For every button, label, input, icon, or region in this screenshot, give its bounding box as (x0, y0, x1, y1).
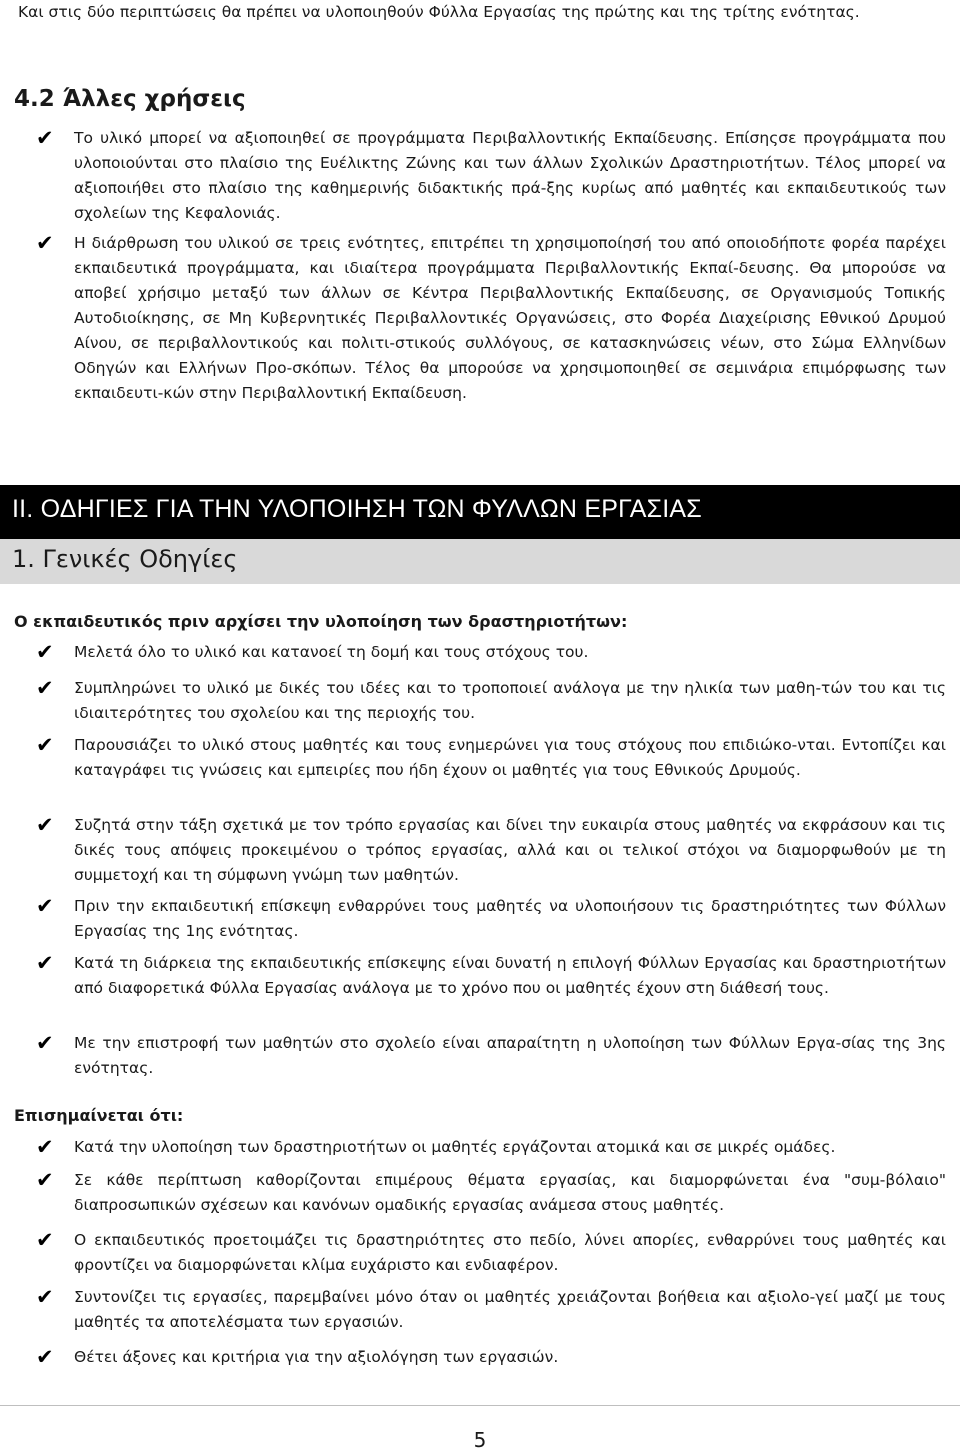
list-item-text: Συμπληρώνει το υλικό με δικές του ιδέες και το τροποποιεί ανάλογα με την ηλικία των μαθη-τών του και τις ιδιαιτερότητες του σχολείου και της περιοχής του. (74, 679, 946, 722)
list-item (18, 231, 946, 406)
list-item-text: Σε κάθε περίπτωση καθορίζονται επιμέρους θέματα εργασίας, και διαμορφώνεται ένα "συμ-βόλαιο" διαπροσωπικών σχέσεων και κανόνων ομαδικής εργασίας ανάμεσα στους μαθητές. (74, 1171, 946, 1214)
checkmark-icon: ✔ (36, 1135, 54, 1159)
list-item-text: Η διάρθρωση του υλικού σε τρεις ενότητες, επιτρέπει τη χρησιμοποίησή του από οποιοδήποτε φορέα παρέχει εκπαιδευτικά προγράμματα, και ιδιαίτερα προγράμματα Περιβαλλοντικής Εκπαί-δευσης. Θα μπορούσε να αποβεί χρήσιμο μεταξύ των άλλων σε Κέντρα Περιβαλλοντικής Εκπαίδευσης, σε Οργανισμούς Τοπικής Αυτοδιοίκησης, σε Μη Κυβερνητικές Περιβαλλοντικές Οργανώσεις, στο Φορέα Διαχείρισης Εθνικού Δρυμού Αίνου, σε περιβαλλοντικούς και πολιτι-στικούς συλλόγους, σε κατασκηνώσεις νέων, στο Σώμα Ελληνίδων Οδηγών και Ελλήνων Προ-σκόπων. Τέλος θα μπορούσε να χρησιμοποιηθεί σε σεμινάρια επιμόρφωσης των εκπαιδευτι-κών στην Περιβαλλοντική Εκπαίδευση. (74, 234, 946, 402)
checkmark-icon: ✔ (36, 1228, 54, 1252)
noted-bullet-2 (18, 1168, 946, 1218)
list-item (18, 126, 946, 226)
list-item-text: Κατά την υλοποίηση των δραστηριοτήτων οι μαθητές εργάζονται ατομικά και σε μικρές ομάδες. (74, 1138, 836, 1156)
checkmark-icon: ✔ (36, 951, 54, 975)
list-item (18, 894, 946, 944)
list-item (18, 1228, 946, 1278)
checkmark-icon: ✔ (36, 126, 54, 150)
list-item (18, 733, 946, 783)
page-number: 5 (473, 1428, 487, 1452)
list-item-text: Θέτει άξονες και κριτήρια για την αξιολόγηση των εργασιών. (74, 1348, 559, 1366)
section-4-2-title: 4.2 Άλλες χρήσεις (14, 86, 246, 112)
list-item (18, 1135, 946, 1160)
noted-bullet-5 (18, 1345, 946, 1370)
teacher-bullet-6 (18, 951, 946, 1001)
checkmark-icon: ✔ (36, 231, 54, 255)
checkmark-icon: ✔ (36, 733, 54, 757)
teacher-bullet-5 (18, 894, 946, 944)
list-item-text: Ο εκπαιδευτικός προετοιμάζει τις δραστηριότητες στο πεδίο, λύνει απορίες, ενθαρρύνει τους μαθητές και φροντίζει να διαμορφώνεται κλίμα ευχάριστο και ενδιαφέρον. (74, 1231, 946, 1274)
list-item-text: Κατά τη διάρκεια της εκπαιδευτικής επίσκεψης είναι δυνατή η επιλογή Φύλλων Εργασίας και δραστηριοτήτων από διαφορετικά Φύλλα Εργασίας ανάλογα με το χρόνο που οι μαθητές έχουν στη διάθεσή τους. (74, 954, 946, 997)
intro-paragraph-block (18, 0, 946, 25)
checkmark-icon: ✔ (36, 1285, 54, 1309)
part-2-banner-title: II. ΟΔΗΓΙΕΣ ΓΙΑ ΤΗΝ ΥΛΟΠΟΙΗΣΗ ΤΩΝ ΦΥΛΛΩΝ ΕΡΓΑΣΙΑΣ (12, 495, 702, 523)
list-item-text: Το υλικό μπορεί να αξιοποιηθεί σε προγράμματα Περιβαλλοντικής Εκπαίδευσης. Επίσηςσε προγράμματα που υλοποιούνται στο πλαίσιο της Ευέλικτης Ζώνης και των άλλων Σχολικών Δραστηριοτήτων. Τέλος μπορεί να αξιοποιήθει στο πλαίσιο της καθημερινής διδακτικής πρά-ξης κυρίως από μαθητές και εκπαιδευτικούς των σχολείων της Κεφαλονιάς. (74, 129, 946, 222)
checkmark-icon: ✔ (36, 676, 54, 700)
footer-divider (0, 1405, 960, 1406)
list-item-text: Συζητά στην τάξη σχετικά με τον τρόπο εργασίας και δίνει την ευκαιρία στους μαθητές να εκφράσουν και τις δικές τους απόψεις προκειμένου ο τρόπος εργασίας, αλλά και οι τελικοί στόχοι να διαμορφωθούν με τη συμμετοχή και τη σύμφωνη γνώμη των μαθητών. (74, 816, 946, 884)
noted-bullet-4 (18, 1285, 946, 1335)
list-item (18, 1285, 946, 1335)
teacher-before-label: Ο εκπαιδευτικός πριν αρχίσει την υλοποίηση των δραστηριοτήτων: (14, 612, 628, 631)
list-item-text: Παρουσιάζει το υλικό στους μαθητές και τους ενημερώνει για τους στόχους που επιδιώκο-νται. Εντοπίζει και καταγράφει τις γνώσεις και εμπειρίες που ήδη έχουν οι μαθητές για τους Εθνικούς Δρυμούς. (74, 736, 946, 779)
part-2-banner (0, 485, 960, 539)
list-item (18, 676, 946, 726)
list-item (18, 1345, 946, 1370)
list-item-text: Συντονίζει τις εργασίες, παρεμβαίνει μόνο όταν οι μαθητές χρειάζονται βοήθεια και αξιολο-γεί μαζί με τους μαθητές τα αποτελέσματα των εργασιών. (74, 1288, 946, 1331)
intro-paragraph: Και στις δύο περιπτώσεις θα πρέπει να υλοποιηθούν Φύλλα Εργασίας της πρώτης και της τρίτης ενότητας. (18, 3, 860, 21)
general-instructions-title: 1. Γενικές Οδηγίες (12, 545, 238, 573)
list-item (18, 640, 946, 665)
noted-bullet-1 (18, 1135, 946, 1160)
list-item (18, 1168, 946, 1218)
list-item-text: Πριν την εκπαιδευτική επίσκεψη ενθαρρύνει τους μαθητές να υλοποιήσουν τις δραστηριότητες των Φύλλων Εργασίας της 1ης ενότητας. (74, 897, 946, 940)
section-4-2-bullet-2 (18, 231, 946, 406)
teacher-bullet-7 (18, 1031, 946, 1081)
checkmark-icon: ✔ (36, 1031, 54, 1055)
section-4-2-bullet-1 (18, 126, 946, 226)
checkmark-icon: ✔ (36, 894, 54, 918)
list-item-text: Μελετά όλο το υλικό και κατανοεί τη δομή και τους στόχους του. (74, 643, 589, 661)
teacher-bullet-4 (18, 813, 946, 888)
noted-bullet-3 (18, 1228, 946, 1278)
teacher-bullet-2 (18, 676, 946, 726)
noted-label: Επισημαίνεται ότι: (14, 1106, 184, 1125)
checkmark-icon: ✔ (36, 640, 54, 664)
list-item (18, 813, 946, 888)
checkmark-icon: ✔ (36, 1345, 54, 1369)
general-instructions-banner (0, 539, 960, 584)
teacher-bullet-3 (18, 733, 946, 783)
list-item (18, 951, 946, 1001)
list-item (18, 1031, 946, 1081)
checkmark-icon: ✔ (36, 1168, 54, 1192)
teacher-bullet-1 (18, 640, 946, 665)
checkmark-icon: ✔ (36, 813, 54, 837)
list-item-text: Με την επιστροφή των μαθητών στο σχολείο είναι απαραίτητη η υλοποίηση των Φύλλων Εργα-σίας της 3ης ενότητας. (74, 1034, 946, 1077)
